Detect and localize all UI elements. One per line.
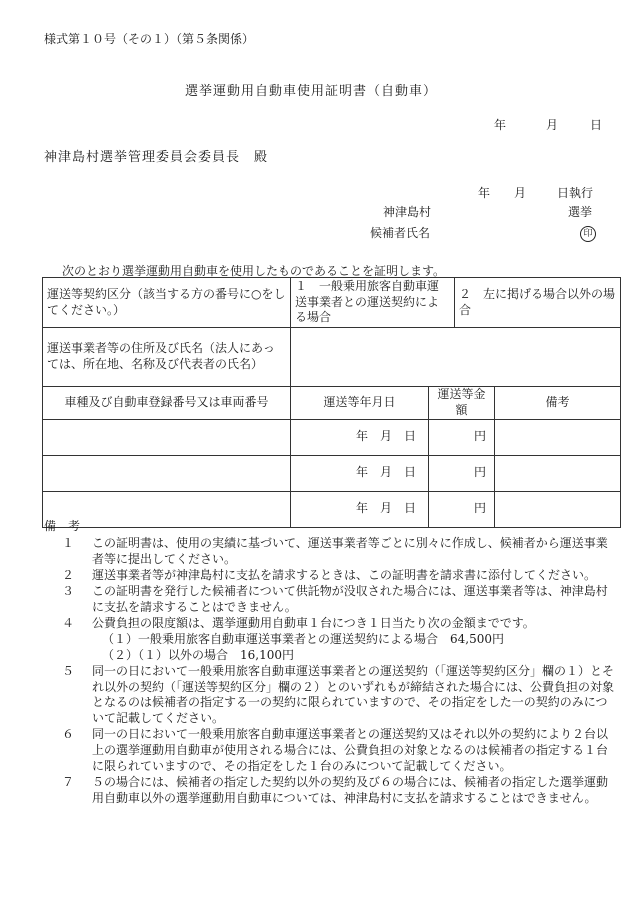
contract-row <box>43 278 621 328</box>
note-number: ２ <box>62 567 75 582</box>
contract-option-1[interactable]: １ 一般乗用旅客自動車運送事業者との運送契約による場合 <box>291 278 455 328</box>
notes-section <box>44 519 614 807</box>
note-number: ７ <box>62 775 75 790</box>
note-item <box>44 568 614 584</box>
note-item <box>44 775 614 807</box>
header-date: 運送等年月日 <box>291 387 429 420</box>
vehicle-cell[interactable] <box>43 455 291 491</box>
date-year: 年 <box>494 118 507 132</box>
certificate-table <box>42 277 621 528</box>
note-text: この証明書を発行した候補者について供託物が没収された場合には、運送事業者等は、神津島村に支払を請求することはできません。 <box>92 583 608 614</box>
note-text: 同一の日において一般乗用旅客自動車運送事業者との運送契約（「運送等契約区分」欄の１）とそれ以外の契約（「運送等契約区分」欄の２）とのいずれもが締結された場合には、公費負担の対象となるのは候補者の指定する一の契約に限られていますので、その指定をした一の契約のみについて記載してください。 <box>92 663 615 726</box>
header-vehicle: 車種及び自動車登録番号又は車両番号 <box>43 387 291 420</box>
remarks-cell[interactable] <box>495 455 621 491</box>
remarks-cell[interactable] <box>495 419 621 455</box>
header-remarks: 備考 <box>495 387 621 420</box>
note-item <box>44 616 614 632</box>
header-amount: 運送等金額 <box>429 387 495 420</box>
note-item <box>44 536 614 568</box>
note-number: ３ <box>62 583 75 598</box>
note-number: ５ <box>62 663 75 678</box>
election-year: 年 <box>478 186 491 200</box>
village-name: 神津島村 <box>383 205 432 219</box>
note-text: ５の場合には、候補者の指定した契約以外の契約及び６の場合には、候補者の指定した選挙運動用自動車以外の選挙運動用自動車については、神津島村に支払を請求することはできません。 <box>92 775 609 806</box>
note-number: ４ <box>62 615 75 630</box>
date-cell[interactable]: 年 月 日 <box>291 491 429 527</box>
date-month: 月 <box>546 118 559 132</box>
note-sub-item: （１）一般乗用旅客自動車運送事業者との運送契約による場合 64,500円 <box>102 631 504 646</box>
addressee: 神津島村選挙管理委員会委員長 殿 <box>44 150 269 165</box>
election-month: 月 <box>514 186 527 200</box>
carrier-row <box>43 328 621 387</box>
note-number: ６ <box>62 727 75 742</box>
carrier-address-label: 運送事業者等の住所及び氏名（法人にあっては、所在地、名称及び代表者の氏名） <box>43 328 291 387</box>
table-row <box>43 419 621 455</box>
election-day-exec: 日執行 <box>557 186 594 200</box>
date-cell[interactable]: 年 月 日 <box>291 455 429 491</box>
election-label: 選挙 <box>568 205 593 219</box>
amount-cell[interactable]: 円 <box>429 455 495 491</box>
document-title: 選挙運動用自動車使用証明書（自動車） <box>185 84 438 99</box>
table-row <box>43 455 621 491</box>
contract-option-2[interactable]: ２ 左に掲げる場合以外の場合 <box>455 278 621 328</box>
note-item <box>44 664 614 728</box>
note-item <box>44 584 614 616</box>
date-cell[interactable]: 年 月 日 <box>291 419 429 455</box>
note-sub-item: （２）（１）以外の場合 16,100円 <box>102 647 294 662</box>
amount-cell[interactable]: 円 <box>429 491 495 527</box>
candidate-name-label: 候補者氏名 <box>370 226 431 240</box>
note-text: 運送事業者等が神津島村に支払を請求するときは、この証明書を請求書に添付してください。 <box>92 567 597 582</box>
table-header-row <box>43 387 621 420</box>
notes-heading: 備 考 <box>44 519 81 533</box>
amount-cell[interactable]: 円 <box>429 419 495 455</box>
contract-type-label: 運送等契約区分（該当する方の番号に○をしてください。） <box>43 278 291 328</box>
note-text: 同一の日において一般乗用旅客自動車運送事業者との運送契約又はそれ以外の契約により２台以上の選挙運動用自動車が使用される場合には、公費負担の対象となるのは候補者の指定する１台に限られていますので、その指定をした１台のみについて記載してください。 <box>92 727 609 774</box>
date-day: 日 <box>590 118 603 132</box>
seal-mark: 印 <box>580 226 596 242</box>
note-item <box>44 727 614 775</box>
carrier-address-field[interactable] <box>291 328 621 387</box>
vehicle-cell[interactable] <box>43 419 291 455</box>
note-number: １ <box>62 535 75 550</box>
intro-text: 次のとおり選挙運動用自動車を使用したものであることを証明します。 <box>62 264 446 278</box>
form-number: 様式第１０号（その１）（第５条関係） <box>44 32 255 46</box>
note-text: この証明書は、使用の実績に基づいて、運送事業者等ごとに別々に作成し、候補者から運送事業者等に提出してください。 <box>92 535 608 566</box>
note-text: 公費負担の限度額は、選挙運動用自動車１台につき１日当たり次の金額までです。 <box>92 615 535 630</box>
